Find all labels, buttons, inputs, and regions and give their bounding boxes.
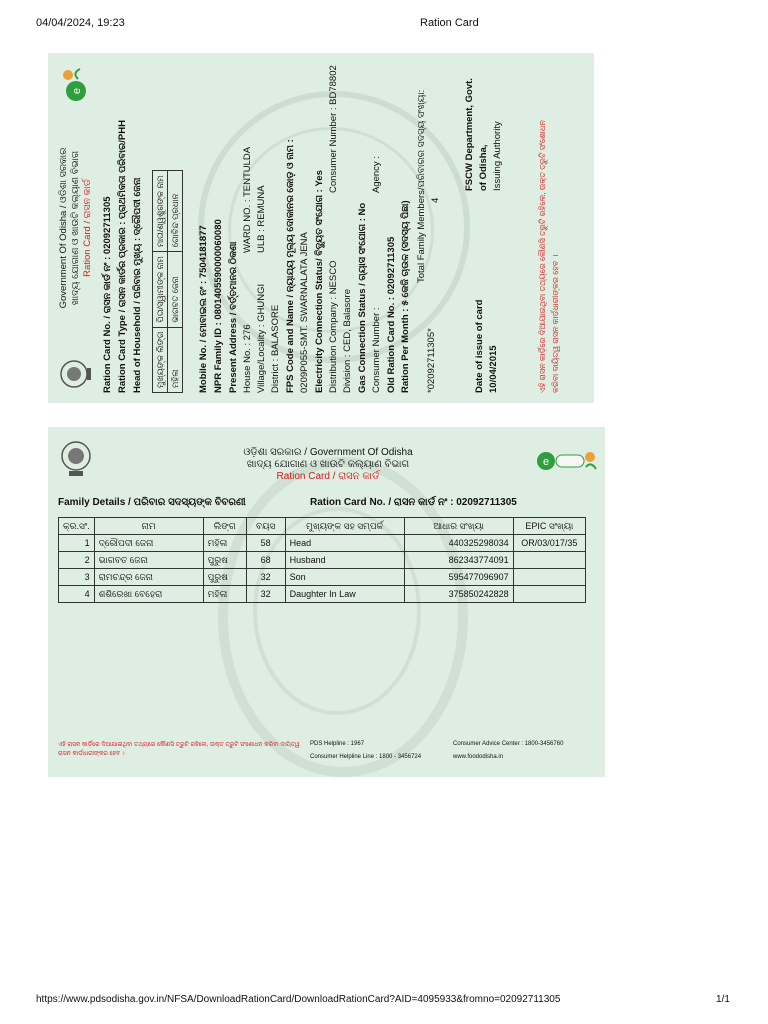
card1-fps-value: 0209P055-SMT. SWARNALATA JENA: [299, 232, 310, 393]
table-row: [59, 586, 586, 603]
table-cell-name: ଶଶିରେଖା ବେହେରା: [94, 586, 203, 603]
table-cell-gender: ମହିଳା: [203, 535, 246, 552]
card2-title-block: [198, 447, 458, 483]
card1-head-details-table: [152, 170, 183, 393]
table-cell: ଗୋବିନ୍ଦ ପ୍ରଧାନ: [168, 171, 183, 252]
table-cell-sl: 3: [59, 569, 95, 586]
svg-text:e: e: [542, 456, 550, 468]
card1-authority-1: FSCW Department, Govt.: [464, 78, 475, 191]
card1-date-of-issue-label: Date of issue of card: [474, 299, 485, 393]
table-cell-aadhaar: 595477096907: [404, 569, 513, 586]
table-row: [59, 535, 586, 552]
table-cell-name: ଦ୍ରୌପଦୀ ଜେନା: [94, 535, 203, 552]
table-row: [153, 171, 168, 393]
svg-text:e: e: [71, 87, 83, 95]
odisha-emblem-icon: [60, 439, 92, 477]
card1-consumer-number-gas: Consumer Number :: [371, 307, 382, 393]
ration-card-front-rotated: [48, 53, 594, 403]
page-header-datetime: 04/04/2024, 19:23: [36, 17, 125, 29]
card1-district: District : BALASORE: [270, 304, 281, 393]
table-header-cell: ନାମ: [94, 518, 203, 535]
table-header-cell: କ୍ର.ସଂ.: [59, 518, 95, 535]
table-cell-epic: [513, 552, 585, 569]
table-header-cell: EPIC ସଂଖ୍ୟା: [513, 518, 585, 535]
table-cell-gender: ମହିଳା: [203, 586, 246, 603]
card1-dept-line: ଖାଦ୍ୟ ଯୋଗାଣ ଓ ଖାଉଟି କଲ୍ୟାଣ ବିଭାଗ: [70, 150, 81, 306]
table-cell-age: 32: [246, 586, 285, 603]
table-cell-aadhaar: 862343774091: [404, 552, 513, 569]
card1-authority-2: of Odisha,: [478, 144, 489, 191]
website-link[interactable]: www.foododisha.in: [453, 754, 504, 760]
card1-ward-no: WARD NO. : TENTULDA: [242, 146, 253, 253]
e-food-odisha-logo: [58, 67, 92, 103]
table-cell-sl: 4: [59, 586, 95, 603]
card1-electricity: Electricity Connection Status/ ବିଦ୍ୟୁତ ସଂଯୋଗ : Yes: [314, 170, 325, 393]
card2-ration-card-no: Ration Card No. / ରାସନ କାର୍ଡ ନଂ : 02092711305: [310, 497, 517, 508]
card1-gas: Gas Connection Status / ଗ୍ୟାସ ସଂଯୋଗ : No: [357, 202, 368, 393]
table-cell-name: ଭାଗବତ ଜେନା: [94, 552, 203, 569]
card1-ulb: ULB : REMUNA: [256, 185, 267, 253]
table-row: [168, 171, 183, 393]
ration-card-back: [48, 427, 605, 777]
table-cell-aadhaar: 375850242828: [404, 586, 513, 603]
card1-distribution: Distribution Company : NESCO: [328, 260, 339, 393]
table-header-cell: ଆଧାର ସଂଖ୍ୟା: [404, 518, 513, 535]
card1-gov-line: Government Of Odisha / ଓଡିଶା ସରକାର: [58, 147, 69, 309]
table-header-cell: ବୟସ: [246, 518, 285, 535]
card1-note-line-1: ଏହି ରାସନ କାର୍ଡ଼ିରେ ଦିଆଯାଇଥିବା ତଥ୍ୟରେ କୌଣସି ତ୍ରୁଟି ରହିଲେ, ଉକ୍ତ ତ୍ରୁଟି ସଂଶୋଧନ: [538, 120, 547, 393]
consumer-helpline: Consumer Helpline Line : 1800 - 3456724: [310, 754, 422, 760]
table-header-cell: ପିତା/ସ୍ୱାମୀଙ୍କ ନାମ: [153, 252, 168, 327]
table-cell-aadhaar: 440325298034: [404, 535, 513, 552]
card1-authority-3: Issuing Authority: [492, 121, 503, 191]
table-cell-epic: [513, 569, 585, 586]
card1-ration-card-label: Ration Card / ରାସନ କାର୍ଡ: [82, 179, 93, 277]
card1-ration-card-no: Ration Card No. / ରାସନ କାର୍ଡ ନଂ : 02092711305: [102, 196, 113, 393]
card1-date-of-issue: 10/04/2015: [488, 345, 499, 393]
card2-gov-line: ଓଡ଼ିଶା ସରକାର / Government Of Odisha: [243, 447, 413, 458]
card1-house-no: House No. : 276: [242, 324, 253, 393]
card1-present-address: Present Address / ବର୍ତ୍ତମାନର ଠିକଣା: [228, 241, 239, 393]
table-cell-age: 32: [246, 569, 285, 586]
table-cell: ଭାଗବତ ଜେନା: [168, 252, 183, 327]
table-header-cell: ମାତା/ଶ୍ୱଶୁରଙ୍କ ନାମ: [153, 171, 168, 252]
table-cell: ମହିଳା: [168, 327, 183, 392]
table-row: [59, 569, 586, 586]
table-header-row: [59, 518, 586, 535]
table-cell-epic: [513, 586, 585, 603]
family-details-heading: Family Details / ପରିବାର ସଦସ୍ୟଙ୍କ ବିବରଣୀ: [58, 497, 246, 508]
e-food-odisha-logo: [536, 449, 598, 473]
card1-head-of-household: Head of Household / ପରିବାର ମୁଖ୍ୟ : ଦ୍ରୌପଦୀ ଜେନା: [132, 177, 143, 393]
table-cell-epic: OR/03/017/35: [513, 535, 585, 552]
card1-mobile: Mobile No. / ମୋବାଇଲ ନଂ : 7504181877: [198, 225, 209, 393]
pds-helpline: PDS Helpline : 1967: [310, 741, 365, 747]
card1-note-line-2: କରିବା ଦାୟିତ୍ୱ ରାସନ କାର୍ଡଧାରୀଙ୍କର ହେବ ।: [551, 254, 560, 393]
card1-old-ration: Old Ration Card No. : 02092711305: [386, 236, 397, 393]
table-cell-sl: 2: [59, 552, 95, 569]
card1-agency: Agency :: [371, 156, 382, 193]
card1-barcode-text: *02092711305*: [426, 328, 437, 393]
table-cell-sl: 1: [59, 535, 95, 552]
card1-ration-card-type: Ration Card Type / ରାସନ କାର୍ଡର ପ୍ରକାର : ପ୍ରାଥମିକତା ପରିବାର/PHH: [117, 120, 128, 393]
card1-consumer-number-elec: Consumer Number : BD78802: [328, 65, 339, 193]
card1-title-block: [58, 103, 94, 353]
card1-ration-per-month: Ration Per Month : ୫ କେଜି ଚାଉଳ (ସଦସ୍ୟ ପିଛା): [400, 200, 411, 393]
consumer-advice-center: Consumer Advice Center : 1800-3456760: [453, 741, 564, 747]
table-row: [59, 552, 586, 569]
odisha-emblem-icon: [58, 359, 92, 389]
card1-village: Village/Locality : GHUNGI: [256, 283, 267, 393]
table-cell-relation: Husband: [285, 552, 404, 569]
card1-total-family-value: 4: [430, 197, 441, 203]
table-header-cell: ଲିଙ୍ଗ: [203, 518, 246, 535]
table-cell-age: 68: [246, 552, 285, 569]
family-members-table: [58, 517, 586, 603]
card1-npr: NPR Family ID : 0801405590000060080: [213, 219, 224, 393]
card2-ration-card-label: Ration Card / ରାସନ କାର୍ଡ: [276, 471, 380, 482]
card1-fps: FPS Code and Name / ନ୍ୟାଯ୍ୟ ମୂଲ୍ୟ ଦୋକାନର କୋଡ଼ ଓ ନାମ :: [285, 139, 296, 393]
table-header-cell: ମୁଖ୍ୟଙ୍କ ଲିଙ୍ଗ: [153, 327, 168, 392]
table-cell-relation: Daughter In Law: [285, 586, 404, 603]
card1-total-family: Total Family Members/ପରିବାରର ସଦସ୍ୟ ସଂଖ୍ୟା:: [416, 89, 427, 283]
table-cell-name: ରାମଚନ୍ଦ୍ର ଜେନା: [94, 569, 203, 586]
ration-card-front: [48, 53, 594, 403]
page-footer-url[interactable]: https://www.pdsodisha.gov.in/NFSA/DownloadRationCard/DownloadRationCard?AID=4095933&fromno=02092711305: [36, 994, 561, 1005]
table-cell-age: 58: [246, 535, 285, 552]
table-cell-relation: Son: [285, 569, 404, 586]
card2-dept-line: ଖାଦ୍ୟ ଯୋଗାଣ ଓ ଖାଉଟି କଲ୍ୟାଣ ବିଭାଗ: [246, 459, 410, 470]
page-header-title: Ration Card: [420, 17, 479, 29]
card2-correction-note: ଏହି ରାସନ କାର୍ଡ଼ିରେ ଦିଆଯାଇଥିବା ତଥ୍ୟରେ କୌଣସି ତ୍ରୁଟି ରହିଲେ, ଉକ୍ତ ତ୍ରୁଟି ସଂଶୋଧନ କରିବା ଦାୟିତ୍ୱ ରାସନ କାର୍ଡଧାରୀଙ୍କର ହେବ ।: [58, 742, 300, 757]
table-cell-gender: ପୁରୁଷ: [203, 569, 246, 586]
table-cell-gender: ପୁରୁଷ: [203, 552, 246, 569]
table-cell-relation: Head: [285, 535, 404, 552]
card1-division: Division : CED, Balasore: [342, 288, 353, 393]
table-header-cell: ମୁଖ୍ୟଙ୍କ ସହ ସମ୍ପର୍କ: [285, 518, 404, 535]
page-footer-page-number: 1/1: [716, 994, 730, 1005]
